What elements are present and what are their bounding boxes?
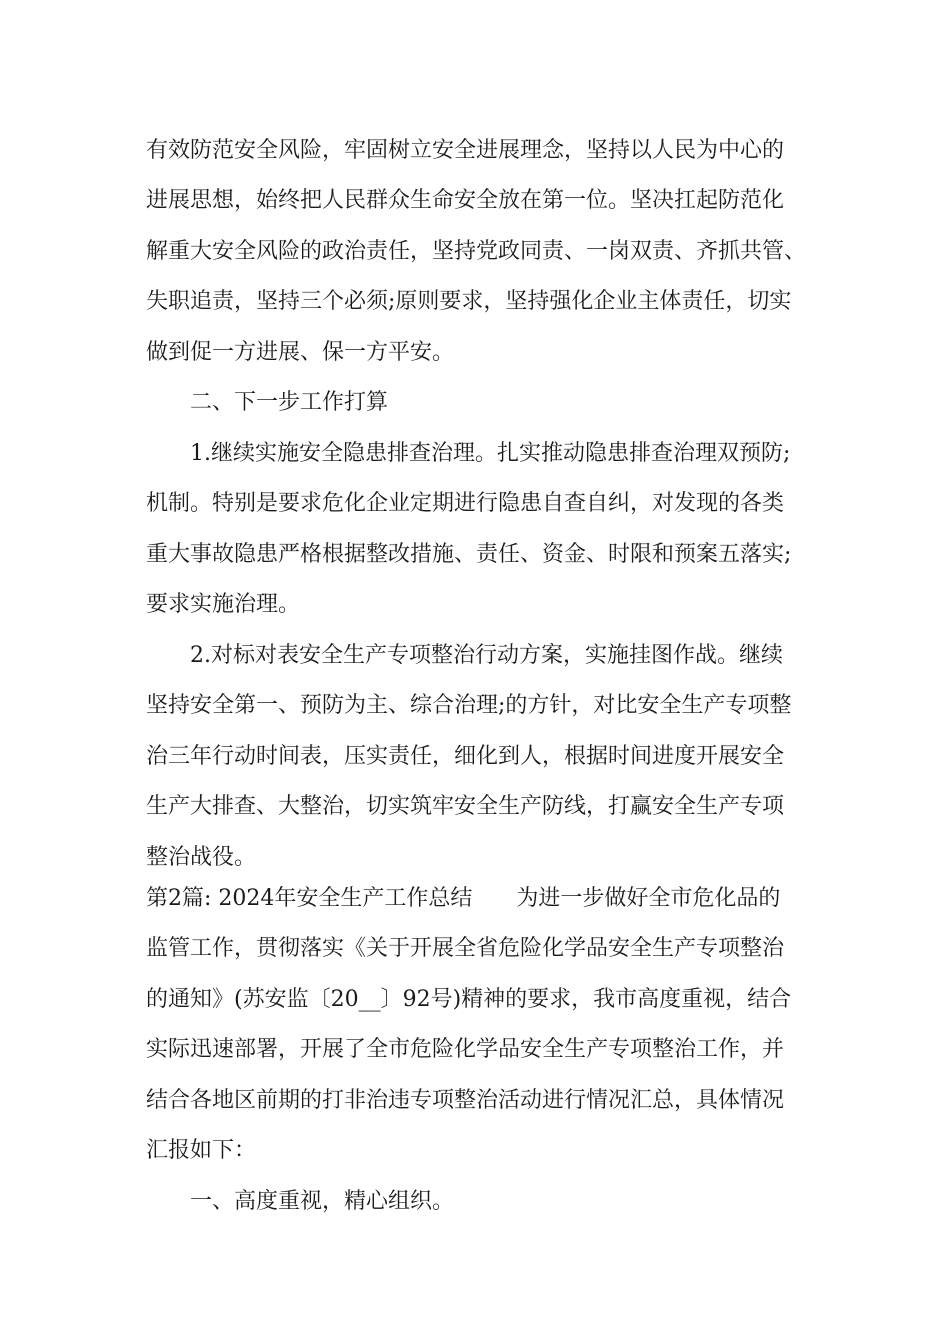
section-heading: 一、高度重视，精心组织。: [190, 1189, 455, 1214]
text-line: 解重大安全风险的政治责任，坚持党政同责、一岗双责、齐抓共管、: [146, 239, 807, 264]
text-line: 监管工作，贯彻落实《关于开展全省危险化学品安全生产专项整治: [146, 936, 785, 961]
text-line: 要求实施治理。: [146, 592, 301, 617]
text-line: 机制。特别是要求危化企业定期进行隐患自查自纠，对发现的各类: [146, 491, 785, 516]
text-line: 2.对标对表安全生产专项整治行动方案，实施挂图作战。继续: [190, 643, 783, 668]
text-line: 的通知》(苏安监〔20__〕92号)精神的要求，我市高度重视，结合: [146, 987, 792, 1012]
text-line: 结合各地区前期的打非治违专项整治活动进行情况汇总，具体情况: [146, 1088, 785, 1113]
text-line: 重大事故隐患严格根据整改措施、责任、资金、时限和预案五落实;: [146, 542, 792, 567]
article-title-line: 第2篇: 2024年安全生产工作总结 为进一步做好全市危化品的: [146, 886, 781, 911]
text-line: 汇报如下：: [146, 1138, 257, 1163]
text-line: 生产大排查、大整治，切实筑牢安全生产防线，打赢安全生产专项: [146, 794, 785, 819]
text-line: 有效防范安全风险，牢固树立安全进展理念，坚持以人民为中心的: [146, 138, 785, 163]
text-line: 进展思想，始终把人民群众生命安全放在第一位。坚决扛起防范化: [146, 188, 785, 213]
text-line: 失职追责，坚持三个必须;原则要求，坚持强化企业主体责任，切实: [146, 289, 792, 314]
text-line: 坚持安全第一、预防为主、综合治理;的方针，对比安全生产专项整: [146, 693, 792, 718]
text-line: 做到促一方进展、保一方平安。: [146, 340, 455, 365]
text-line: 治三年行动时间表，压实责任，细化到人，根据时间进度开展安全: [146, 744, 785, 769]
text-line: 实际迅速部署，开展了全市危险化学品安全生产专项整治工作，并: [146, 1037, 785, 1062]
text-line: 整治战役。: [146, 845, 257, 870]
section-heading: 二、下一步工作打算: [190, 390, 389, 415]
text-line: 1.继续实施安全隐患排查治理。扎实推动隐患排查治理双预防;: [190, 441, 791, 466]
